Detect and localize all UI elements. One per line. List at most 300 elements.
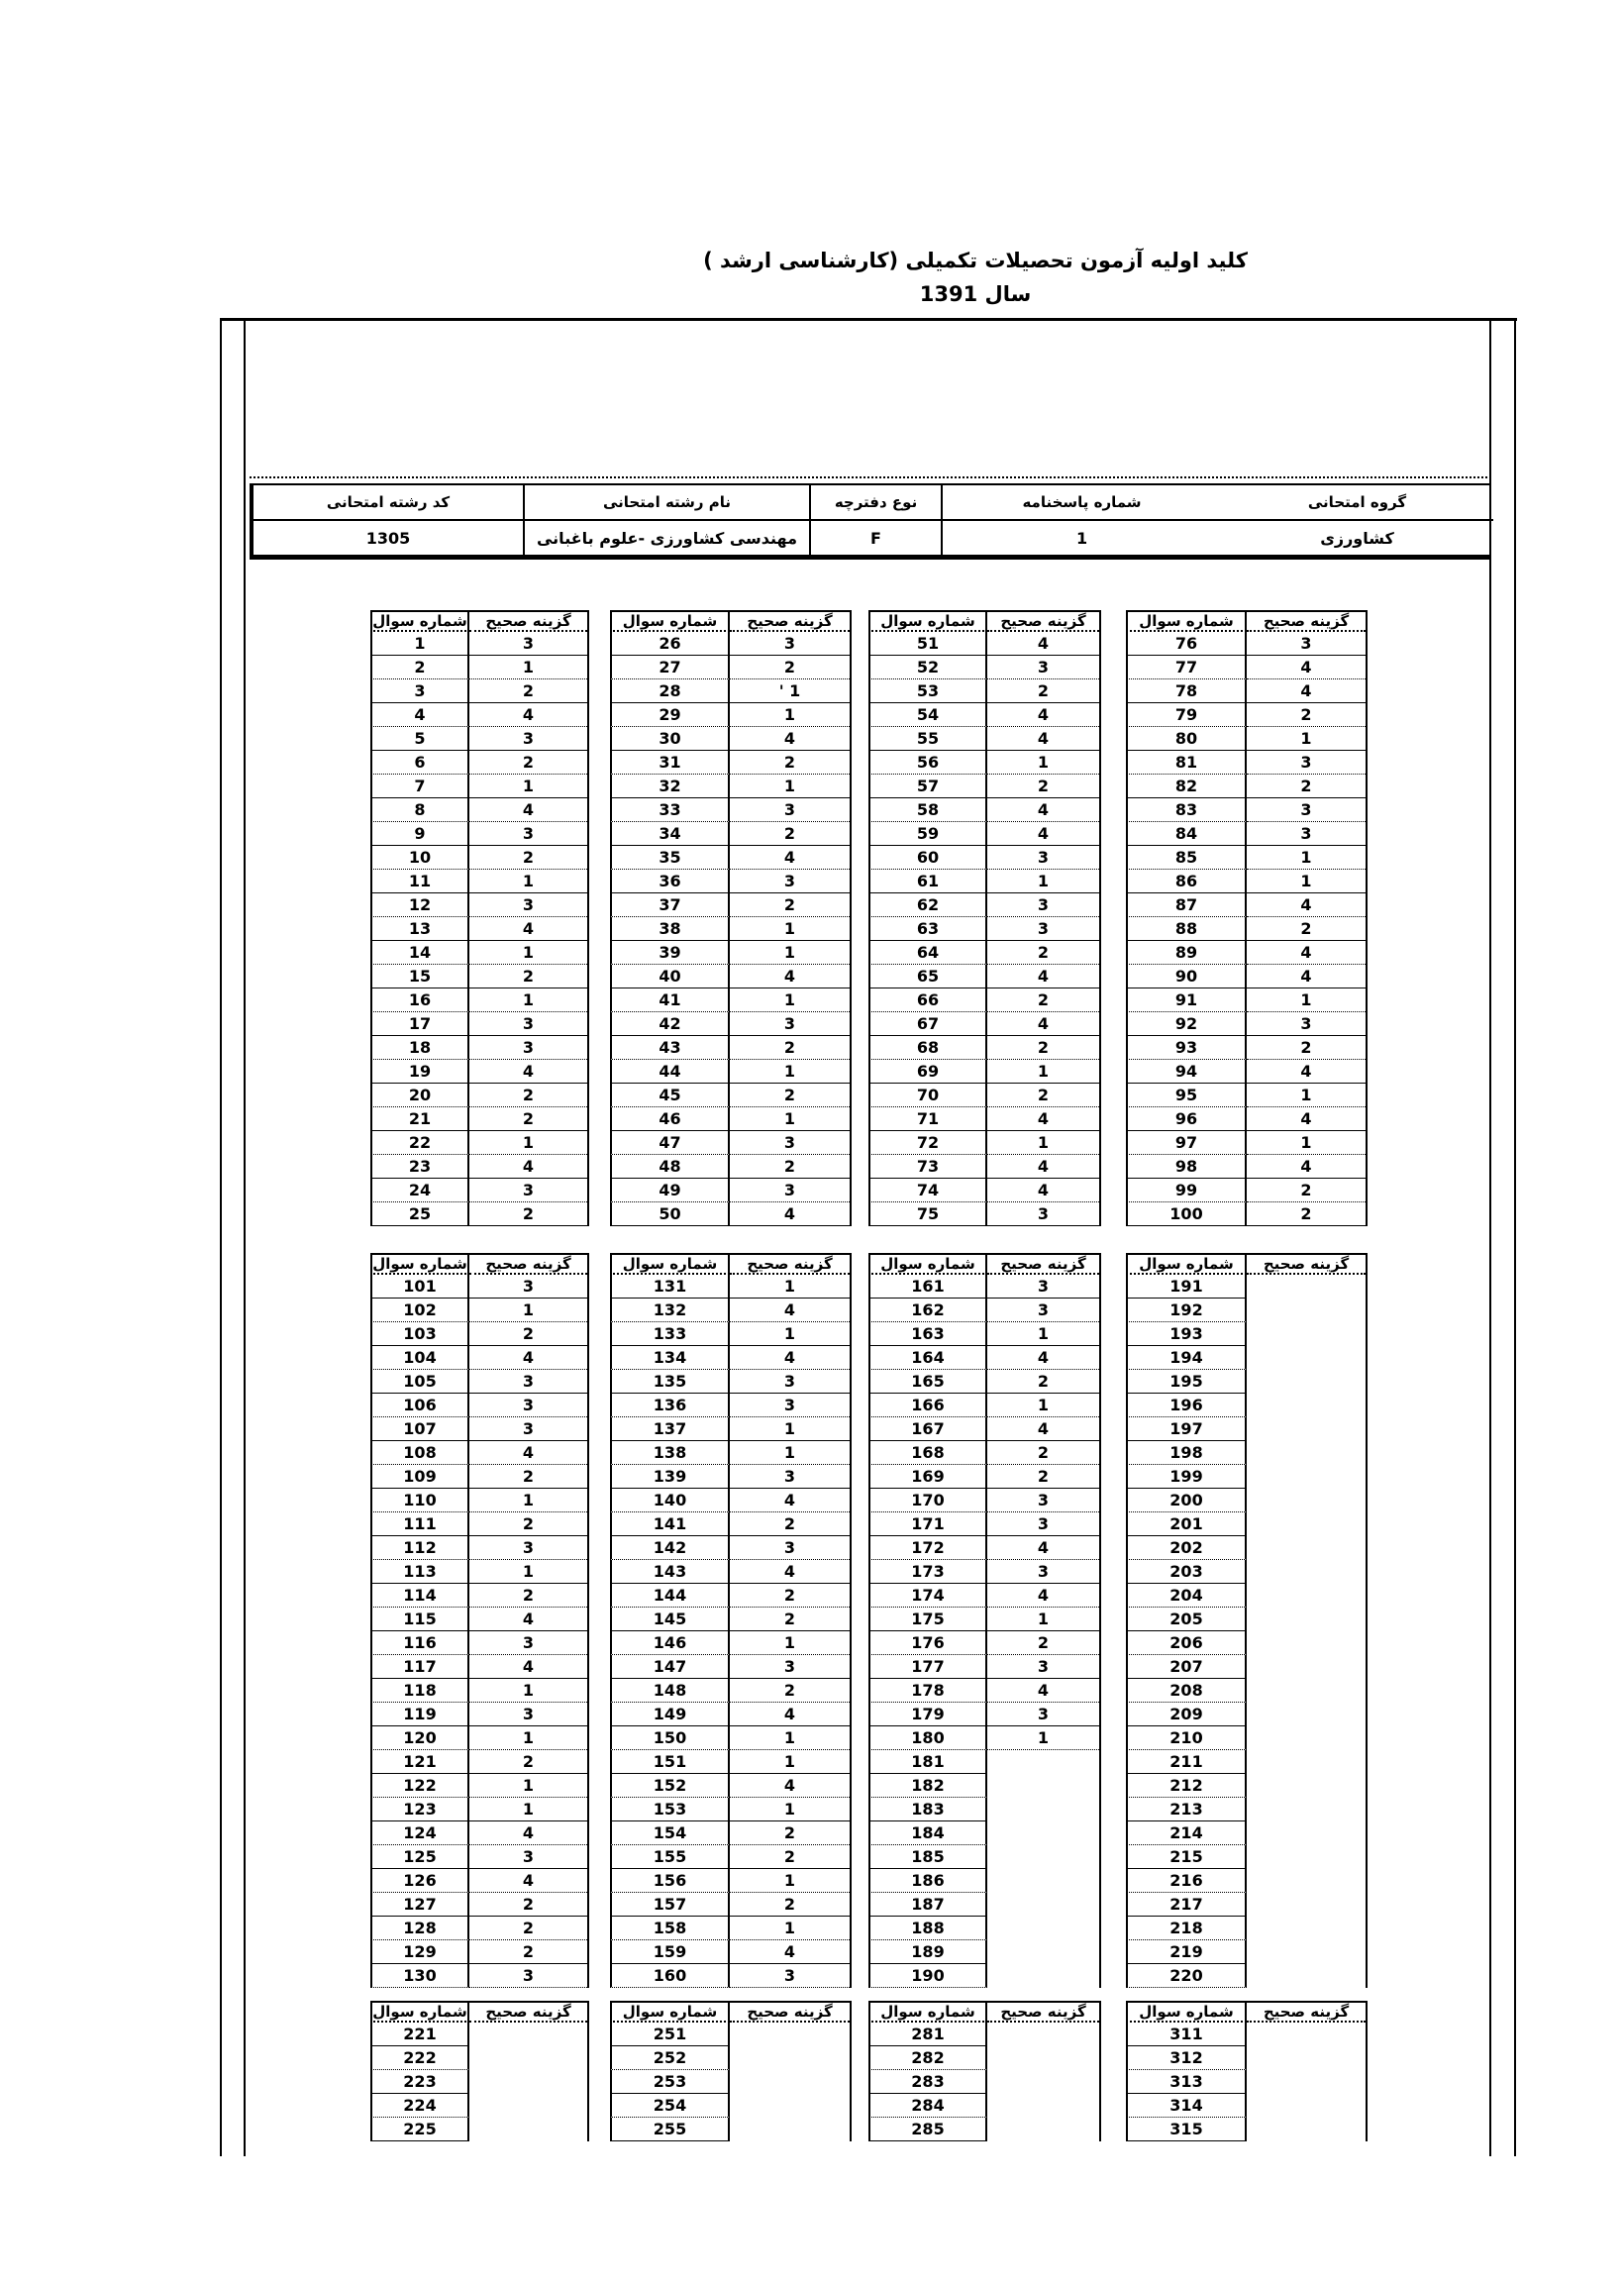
- answer-table-row: [868, 679, 1099, 703]
- answer-option-cell: 4: [1247, 1107, 1366, 1131]
- answer-option-cell: 4: [987, 798, 1099, 822]
- answer-table-header-row: [370, 610, 587, 632]
- answer-table-row: [1126, 1441, 1366, 1465]
- answer-option-cell: 1: [730, 1631, 850, 1655]
- answer-option-cell: 4: [469, 1346, 587, 1370]
- answer-option-cell: [1247, 1940, 1366, 1964]
- question-number-cell: 42: [610, 1012, 730, 1036]
- answer-table-row: [868, 1655, 1099, 1679]
- question-number-cell: 77: [1126, 656, 1247, 679]
- answer-option-cell: 1: [469, 1798, 587, 1821]
- question-number-cell: 128: [370, 1917, 469, 1940]
- question-number-cell: 102: [370, 1299, 469, 1322]
- answer-table-row: [370, 2118, 587, 2141]
- answer-option-cell: [469, 2046, 587, 2070]
- answer-table-row: [868, 1036, 1099, 1060]
- question-number-cell: 89: [1126, 941, 1247, 965]
- answer-table-row: [370, 1131, 587, 1155]
- answer-table-row: [370, 988, 587, 1012]
- answer-table-row: [1126, 1726, 1366, 1750]
- answer-table-row: [1126, 1275, 1366, 1299]
- answer-option-cell: 3: [469, 1845, 587, 1869]
- question-number-cell: 37: [610, 893, 730, 917]
- answer-option-cell: [1247, 1726, 1366, 1750]
- answer-table-row: [868, 2094, 1099, 2118]
- answer-table-row: [610, 1940, 850, 1964]
- question-number-cell: 87: [1126, 893, 1247, 917]
- answer-table-row: [868, 1131, 1099, 1155]
- question-number-cell: 156: [610, 1869, 730, 1893]
- answer-table-row: [868, 1608, 1099, 1631]
- question-number-header: شماره سوال: [868, 2001, 987, 2023]
- question-number-cell: 182: [868, 1774, 987, 1798]
- answer-option-cell: 1: [730, 988, 850, 1012]
- answer-option-cell: [987, 1940, 1099, 1964]
- answer-table-row: [610, 1084, 850, 1107]
- answer-option-cell: 4: [469, 798, 587, 822]
- question-number-cell: 63: [868, 917, 987, 941]
- answer-table-row: [1126, 1202, 1366, 1226]
- question-number-header: شماره سوال: [610, 610, 730, 632]
- question-number-cell: 157: [610, 1893, 730, 1917]
- question-number-cell: 159: [610, 1940, 730, 1964]
- answer-table-row: [610, 1489, 850, 1512]
- question-number-cell: 155: [610, 1845, 730, 1869]
- answer-table-header-row: [1126, 2001, 1366, 2023]
- answer-option-cell: [987, 1845, 1099, 1869]
- answer-table-row: [1126, 1012, 1366, 1036]
- question-number-cell: 39: [610, 941, 730, 965]
- answer-option-cell: 4: [730, 1940, 850, 1964]
- info-column: [809, 485, 941, 555]
- answer-table-row: [610, 1964, 850, 1988]
- question-number-cell: 163: [868, 1322, 987, 1346]
- question-number-cell: 181: [868, 1750, 987, 1774]
- answer-option-cell: 3: [469, 1703, 587, 1726]
- answer-option-cell: 1: [469, 1726, 587, 1750]
- question-number-cell: 8: [370, 798, 469, 822]
- question-number-cell: 216: [1126, 1869, 1247, 1893]
- question-number-cell: 1: [370, 632, 469, 656]
- question-number-cell: 33: [610, 798, 730, 822]
- answer-option-cell: 1: [1247, 1131, 1366, 1155]
- answer-option-cell: [987, 2023, 1099, 2046]
- answer-option-cell: [1247, 1346, 1366, 1370]
- answer-option-cell: 1: [1247, 870, 1366, 893]
- answer-table-row: [370, 1179, 587, 1202]
- question-number-cell: 2: [370, 656, 469, 679]
- answer-option-cell: 4: [987, 1346, 1099, 1370]
- question-number-cell: 130: [370, 1964, 469, 1988]
- answer-table-row: [868, 1322, 1099, 1346]
- answer-table-row: [370, 1631, 587, 1655]
- question-number-cell: 151: [610, 1750, 730, 1774]
- answer-table-header-row: [610, 610, 850, 632]
- answer-table-row: [868, 870, 1099, 893]
- question-number-cell: 47: [610, 1131, 730, 1155]
- info-column-value: F: [870, 528, 881, 548]
- question-number-cell: 210: [1126, 1726, 1247, 1750]
- question-number-cell: 253: [610, 2070, 730, 2094]
- answer-option-cell: 3: [469, 893, 587, 917]
- answer-option-cell: 4: [730, 727, 850, 751]
- question-number-cell: 21: [370, 1107, 469, 1131]
- question-number-cell: 97: [1126, 1131, 1247, 1155]
- answer-table-row: [370, 679, 587, 703]
- question-number-cell: 202: [1126, 1536, 1247, 1560]
- info-column: [1221, 485, 1493, 555]
- answer-table-row: [868, 1679, 1099, 1703]
- info-column-label: شماره پاسخنامه: [943, 485, 1221, 521]
- question-number-cell: 103: [370, 1322, 469, 1346]
- answer-option-cell: 2: [987, 941, 1099, 965]
- question-number-cell: 112: [370, 1536, 469, 1560]
- answer-option-cell: 2: [469, 751, 587, 775]
- answer-option-cell: 2: [469, 1584, 587, 1608]
- answer-table-row: [610, 1536, 850, 1560]
- answer-option-cell: 4: [987, 703, 1099, 727]
- question-number-cell: 223: [370, 2070, 469, 2094]
- question-number-cell: 178: [868, 1679, 987, 1703]
- answer-option-cell: 3: [987, 1512, 1099, 1536]
- answer-table-row: [370, 1798, 587, 1821]
- answer-option-cell: 4: [987, 965, 1099, 988]
- answer-table-311-315: [1126, 2001, 1368, 2141]
- question-number-cell: 127: [370, 1893, 469, 1917]
- answer-option-cell: 2: [469, 965, 587, 988]
- answer-table-row: [370, 1584, 587, 1608]
- answer-option-cell: 3: [987, 1703, 1099, 1726]
- question-number-cell: 45: [610, 1084, 730, 1107]
- answer-option-cell: 3: [469, 1394, 587, 1417]
- answer-table-header-row: [610, 1253, 850, 1275]
- answer-option-cell: [987, 1869, 1099, 1893]
- answer-option-cell: 2: [730, 1155, 850, 1179]
- question-number-cell: 99: [1126, 1179, 1247, 1202]
- answer-option-cell: [730, 2118, 850, 2141]
- question-number-cell: 69: [868, 1060, 987, 1084]
- answer-option-cell: 4: [730, 965, 850, 988]
- answer-table-row: [1126, 656, 1366, 679]
- answer-option-cell: [1247, 1299, 1366, 1322]
- answer-table-101-130: [370, 1253, 589, 1988]
- answer-table-row: [370, 1821, 587, 1845]
- answer-table-row: [610, 965, 850, 988]
- answer-option-cell: 2: [730, 1036, 850, 1060]
- answer-option-cell: [1247, 1441, 1366, 1465]
- question-number-cell: 135: [610, 1370, 730, 1394]
- question-number-cell: 166: [868, 1394, 987, 1417]
- answer-option-cell: 3: [469, 632, 587, 656]
- answer-table-row: [868, 1465, 1099, 1489]
- question-number-cell: 107: [370, 1417, 469, 1441]
- info-column: [523, 485, 809, 555]
- question-number-cell: 203: [1126, 1560, 1247, 1584]
- answer-option-cell: 3: [469, 1275, 587, 1299]
- answer-option-cell: 4: [730, 1703, 850, 1726]
- question-number-cell: 206: [1126, 1631, 1247, 1655]
- question-number-cell: 82: [1126, 775, 1247, 798]
- answer-option-cell: 4: [469, 1608, 587, 1631]
- answer-option-cell: 2: [469, 1750, 587, 1774]
- answer-option-cell: 1: [469, 1774, 587, 1798]
- answer-table-row: [370, 1417, 587, 1441]
- answer-table-row: [370, 1202, 587, 1226]
- question-number-cell: 80: [1126, 727, 1247, 751]
- answer-option-cell: 1: [469, 870, 587, 893]
- answer-option-cell: [987, 1798, 1099, 1821]
- question-number-cell: 217: [1126, 1893, 1247, 1917]
- question-number-cell: 179: [868, 1703, 987, 1726]
- answer-table-row: [868, 727, 1099, 751]
- answer-option-cell: [1247, 1536, 1366, 1560]
- question-number-cell: 221: [370, 2023, 469, 2046]
- answer-option-cell: 4: [469, 1155, 587, 1179]
- question-number-cell: 71: [868, 1107, 987, 1131]
- question-number-cell: 158: [610, 1917, 730, 1940]
- answer-table-row: [370, 1679, 587, 1703]
- correct-option-header: گزینه صحیح: [1247, 610, 1366, 632]
- answer-option-cell: 3: [987, 1489, 1099, 1512]
- answer-table-row: [610, 1179, 850, 1202]
- answer-table-row: [1126, 1346, 1366, 1370]
- question-number-cell: 214: [1126, 1821, 1247, 1845]
- question-number-cell: 13: [370, 917, 469, 941]
- answer-table-row: [370, 1608, 587, 1631]
- answer-table-row: [370, 1012, 587, 1036]
- question-number-cell: 220: [1126, 1964, 1247, 1988]
- answer-option-cell: 3: [987, 893, 1099, 917]
- answer-table-row: [1126, 1299, 1366, 1322]
- question-number-cell: 121: [370, 1750, 469, 1774]
- answer-option-cell: 3: [730, 798, 850, 822]
- answer-option-cell: 1: [730, 1869, 850, 1893]
- answer-option-cell: 2: [730, 822, 850, 846]
- answer-option-cell: 4: [730, 1346, 850, 1370]
- answer-table-row: [868, 1821, 1099, 1845]
- question-number-cell: 61: [868, 870, 987, 893]
- answer-table-row: [1126, 1107, 1366, 1131]
- answer-table-row: [370, 1107, 587, 1131]
- question-number-cell: 282: [868, 2046, 987, 2070]
- correct-option-header: گزینه صحیح: [469, 1253, 587, 1275]
- answer-option-cell: [1247, 1703, 1366, 1726]
- question-number-cell: 60: [868, 846, 987, 870]
- answer-table-row: [1126, 1774, 1366, 1798]
- question-number-cell: 22: [370, 1131, 469, 1155]
- answer-table-row: [868, 822, 1099, 846]
- answer-table-row: [370, 1560, 587, 1584]
- answer-table-row: [610, 2118, 850, 2141]
- answer-table-row: [1126, 1917, 1366, 1940]
- answer-table-row: [610, 822, 850, 846]
- answer-table-row: [1126, 965, 1366, 988]
- question-number-cell: 192: [1126, 1299, 1247, 1322]
- answer-table-row: [1126, 1489, 1366, 1512]
- answer-option-cell: 3: [987, 1560, 1099, 1584]
- question-number-cell: 215: [1126, 1845, 1247, 1869]
- question-number-cell: 105: [370, 1370, 469, 1394]
- answer-table-row: [370, 1155, 587, 1179]
- answer-table-row: [370, 1845, 587, 1869]
- answer-table-row: [1126, 1608, 1366, 1631]
- answer-option-cell: 2: [1247, 703, 1366, 727]
- answer-option-cell: 1: [987, 870, 1099, 893]
- frame-top-border: [220, 318, 1517, 321]
- answer-option-cell: 3: [730, 1964, 850, 1988]
- question-number-cell: 139: [610, 1465, 730, 1489]
- question-number-cell: 160: [610, 1964, 730, 1988]
- answer-table-header-row: [868, 1253, 1099, 1275]
- answer-option-cell: [1247, 1631, 1366, 1655]
- answer-table-row: [370, 1703, 587, 1726]
- question-number-cell: 224: [370, 2094, 469, 2118]
- answer-table-row: [370, 1940, 587, 1964]
- answer-table-row: [1126, 822, 1366, 846]
- info-column: [252, 485, 523, 555]
- answer-option-cell: 4: [730, 1202, 850, 1226]
- frame-right-inner-border: [1489, 318, 1491, 2156]
- answer-table-row: [868, 917, 1099, 941]
- answer-option-cell: 3: [469, 1631, 587, 1655]
- answer-option-cell: 3: [730, 1012, 850, 1036]
- answer-option-cell: 1: [469, 656, 587, 679]
- answer-table-row: [370, 1441, 587, 1465]
- answer-option-cell: 2: [987, 775, 1099, 798]
- question-number-cell: 98: [1126, 1155, 1247, 1179]
- question-number-cell: 7: [370, 775, 469, 798]
- question-number-cell: 200: [1126, 1489, 1247, 1512]
- question-number-cell: 125: [370, 1845, 469, 1869]
- question-number-cell: 117: [370, 1655, 469, 1679]
- exam-info-table: [250, 483, 1491, 560]
- answer-table-row: [868, 1560, 1099, 1584]
- correct-option-header: گزینه صحیح: [987, 610, 1099, 632]
- question-number-cell: 211: [1126, 1750, 1247, 1774]
- answer-option-cell: 3: [469, 1417, 587, 1441]
- answer-option-cell: [469, 2094, 587, 2118]
- answer-table-row: [868, 1394, 1099, 1417]
- answer-option-cell: 3: [987, 656, 1099, 679]
- answer-table-row: [370, 1299, 587, 1322]
- answer-table-row: [1126, 751, 1366, 775]
- answer-table-row: [1126, 1060, 1366, 1084]
- answer-option-cell: [1247, 1370, 1366, 1394]
- question-number-cell: 24: [370, 1179, 469, 1202]
- answer-table-row: [868, 632, 1099, 656]
- answer-table-row: [370, 1370, 587, 1394]
- answer-option-cell: 4: [1247, 656, 1366, 679]
- answer-option-cell: 1: [987, 1131, 1099, 1155]
- question-number-cell: 177: [868, 1655, 987, 1679]
- answer-option-cell: 1: [469, 1299, 587, 1322]
- question-number-cell: 118: [370, 1679, 469, 1703]
- question-number-cell: 104: [370, 1346, 469, 1370]
- answer-option-cell: 4: [987, 1012, 1099, 1036]
- answer-table-row: [370, 1964, 587, 1988]
- question-number-cell: 57: [868, 775, 987, 798]
- answer-table-row: [1126, 1036, 1366, 1060]
- question-number-cell: 185: [868, 1845, 987, 1869]
- answer-table-row: [610, 893, 850, 917]
- answer-option-cell: 3: [1247, 632, 1366, 656]
- answer-table-row: [370, 846, 587, 870]
- answer-option-cell: [1247, 1679, 1366, 1703]
- question-number-cell: 70: [868, 1084, 987, 1107]
- question-number-cell: 72: [868, 1131, 987, 1155]
- answer-option-cell: 2: [1247, 1036, 1366, 1060]
- correct-option-header: گزینه صحیح: [987, 2001, 1099, 2023]
- answer-table-row: [868, 1179, 1099, 1202]
- answer-option-cell: 2: [730, 1893, 850, 1917]
- answer-option-cell: 2: [469, 1084, 587, 1107]
- answer-table-row: [1126, 1560, 1366, 1584]
- answer-option-cell: 4: [987, 822, 1099, 846]
- question-number-cell: 65: [868, 965, 987, 988]
- answer-option-cell: 4: [987, 1536, 1099, 1560]
- answer-table-row: [370, 893, 587, 917]
- answer-option-cell: 3: [1247, 798, 1366, 822]
- answer-option-cell: 2: [730, 1821, 850, 1845]
- question-number-cell: 95: [1126, 1084, 1247, 1107]
- question-number-cell: 75: [868, 1202, 987, 1226]
- answer-option-cell: 3: [469, 1036, 587, 1060]
- answer-option-cell: 4: [730, 1774, 850, 1798]
- answer-table-row: [868, 1060, 1099, 1084]
- answer-table-row: [610, 1726, 850, 1750]
- answer-option-cell: 3: [730, 1370, 850, 1394]
- answer-table-row: [868, 751, 1099, 775]
- answer-option-cell: 4: [1247, 1060, 1366, 1084]
- answer-option-cell: 1: [469, 1560, 587, 1584]
- answer-option-cell: 1: [1247, 846, 1366, 870]
- answer-option-cell: 3: [987, 846, 1099, 870]
- answer-option-cell: ' 1: [730, 679, 850, 703]
- question-number-cell: 26: [610, 632, 730, 656]
- answer-table-row: [1126, 1155, 1366, 1179]
- answer-table-row: [610, 1774, 850, 1798]
- answer-option-cell: 1: [469, 775, 587, 798]
- answer-option-cell: 4: [1247, 941, 1366, 965]
- question-number-header: شماره سوال: [1126, 1253, 1247, 1275]
- question-number-cell: 12: [370, 893, 469, 917]
- question-number-cell: 30: [610, 727, 730, 751]
- question-number-cell: 64: [868, 941, 987, 965]
- question-number-header: شماره سوال: [370, 610, 469, 632]
- answer-table-row: [610, 1394, 850, 1417]
- answer-option-cell: 2: [469, 679, 587, 703]
- answer-option-cell: 4: [469, 1869, 587, 1893]
- answer-table-row: [868, 1202, 1099, 1226]
- frame-left-outer-border: [220, 318, 222, 2156]
- answer-table-row: [1126, 679, 1366, 703]
- answer-option-cell: [469, 2070, 587, 2094]
- answer-option-cell: [1247, 1869, 1366, 1893]
- answer-table-row: [868, 1869, 1099, 1893]
- question-number-cell: 161: [868, 1275, 987, 1299]
- answer-table-row: [610, 1107, 850, 1131]
- question-number-cell: 41: [610, 988, 730, 1012]
- answer-option-cell: [1247, 2023, 1366, 2046]
- answer-option-cell: 3: [469, 1012, 587, 1036]
- answer-option-cell: [987, 1750, 1099, 1774]
- answer-option-cell: 1: [730, 775, 850, 798]
- answer-table-row: [868, 1964, 1099, 1988]
- answer-table-row: [1126, 846, 1366, 870]
- answer-option-cell: 3: [730, 1465, 850, 1489]
- question-number-cell: 120: [370, 1726, 469, 1750]
- answer-table-row: [868, 1370, 1099, 1394]
